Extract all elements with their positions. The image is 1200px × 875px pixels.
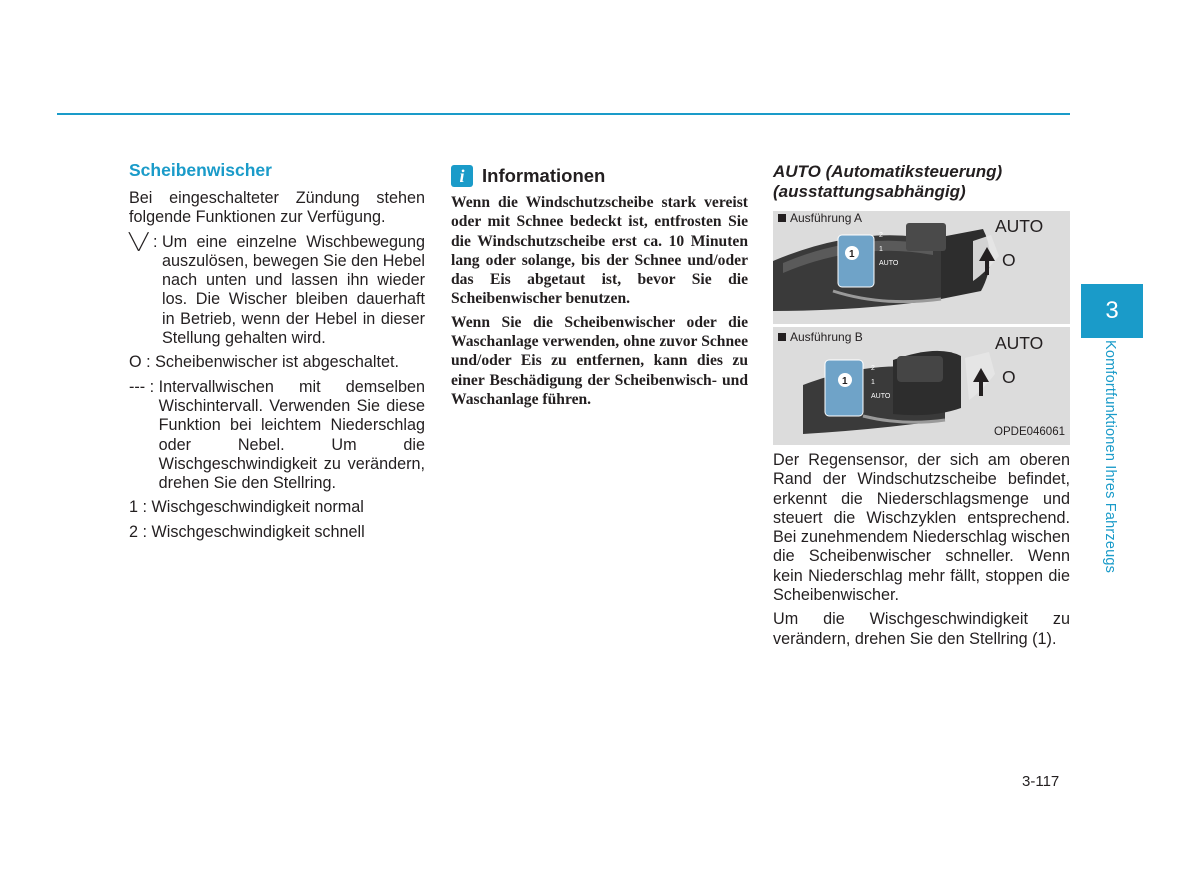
figure-panel-b	[773, 330, 1070, 441]
definition-text: Intervallwischen mit demselben Wischintervall. Verwenden Sie diese Funktion bei leichtem Niederschlag oder Nebel. Um die Wischgeschwindigkeit zu verändern, drehen Sie den Stellring.	[158, 377, 425, 493]
definition-item	[129, 378, 425, 494]
off-position-label: O	[1002, 367, 1016, 387]
interval-symbol: --- :	[129, 377, 159, 396]
definition-text: Scheibenwischer ist abgeschaltet.	[155, 353, 399, 372]
speed-2-symbol: 2 :	[129, 522, 152, 541]
definition-text: Wischgeschwindigkeit schnell	[151, 522, 365, 541]
definition-text: Um eine einzelne Wischbewegung auszulösen, bewegen Sie den Hebel nach unten und lassen ihn wieder los. Die Wischer bleiben dauerhaft in Betrieb, wenn der Hebel in dieser Stellung gehalten wird.	[161, 232, 425, 348]
ring-mark-label: AUTO	[879, 260, 899, 267]
variant-a-label: Ausführung A	[778, 211, 862, 225]
ring-mark-label: 1	[871, 379, 875, 386]
ring-value-label: 1	[849, 249, 855, 260]
speed-ring-paragraph: Um die Wischgeschwindigkeit zu verändern, drehen Sie den Stellring (1).	[773, 610, 1070, 648]
definition-item	[129, 498, 425, 517]
ring-mark-label: AUTO	[871, 393, 891, 400]
ring-mark-label: 2	[871, 365, 875, 372]
info-paragraph: Wenn Sie die Scheibenwischer oder die Waschanlage verwenden, ohne zuvor Schnee und/oder Eis zu entfernen, kann dies zu einer Beschädigung der Scheibenwisch- und Waschanlage führen.	[451, 313, 748, 408]
off-position-label: O	[1002, 250, 1016, 270]
info-column	[451, 165, 748, 413]
variant-b-label: Ausführung B	[778, 330, 863, 344]
ring-mark-label: 1	[879, 246, 883, 253]
figure-panel-a	[773, 211, 1070, 322]
definition-item	[129, 353, 425, 372]
auto-section-title: AUTO (Automatiksteuerung) (ausstattungsabhängig)	[773, 162, 1003, 201]
off-symbol: O :	[129, 353, 156, 372]
ring-mark-label: 2	[879, 232, 883, 239]
mist-symbol: ╲╱ :	[129, 232, 162, 251]
figure-code: OPDE046061	[994, 426, 1065, 438]
ring-value-label: 1	[842, 376, 848, 387]
rain-sensor-paragraph: Der Regensensor, der sich am oberen Rand der Windschutzscheibe befindet, erkennt die Niederschlagsmenge und steuert die Wischzyklen entsprechend. Bei zunehmendem Niederschlag wischen die Scheibenwischer schneller. Wenn kein Niederschlag mehr fällt, stoppen die Scheibenwischer.	[773, 451, 1070, 605]
info-header	[451, 165, 748, 187]
page-number: 3-117	[1022, 773, 1060, 790]
definition-item	[129, 523, 425, 542]
right-column	[773, 162, 1070, 654]
chapter-title-vertical: Komfortfunktionen Ihres Fahrzeugs	[1102, 340, 1118, 574]
left-column	[129, 160, 425, 547]
auto-position-label: AUTO	[995, 216, 1044, 236]
definition-text: Wischgeschwindigkeit normal	[151, 498, 364, 517]
info-paragraph: Wenn die Windschutzscheibe stark vereist oder mit Schnee bedeckt ist, entfrosten Sie die Windschutzscheibe erst ca. 10 Minuten lang oder solange, bis der Schnee und/oder das Eis abgetaut ist, bevor Sie die Scheibenwischer benutzen.	[451, 194, 748, 308]
section-title: Scheibenwischer	[129, 160, 272, 180]
definition-item	[129, 233, 425, 349]
auto-position-label: AUTO	[995, 333, 1044, 353]
intro-paragraph: Bei eingeschalteter Zündung stehen folgende Funktionen zur Verfügung.	[129, 189, 425, 227]
info-title: Informationen	[482, 165, 606, 186]
header-rule	[57, 113, 1070, 115]
figure-divider	[773, 324, 1070, 327]
chapter-tab: 3	[1081, 284, 1143, 338]
wiper-stalk-figure	[773, 211, 1070, 445]
speed-1-symbol: 1 :	[129, 498, 152, 517]
info-icon: i	[451, 165, 473, 187]
bullet-square-icon	[778, 214, 786, 222]
bullet-square-icon	[778, 333, 786, 341]
